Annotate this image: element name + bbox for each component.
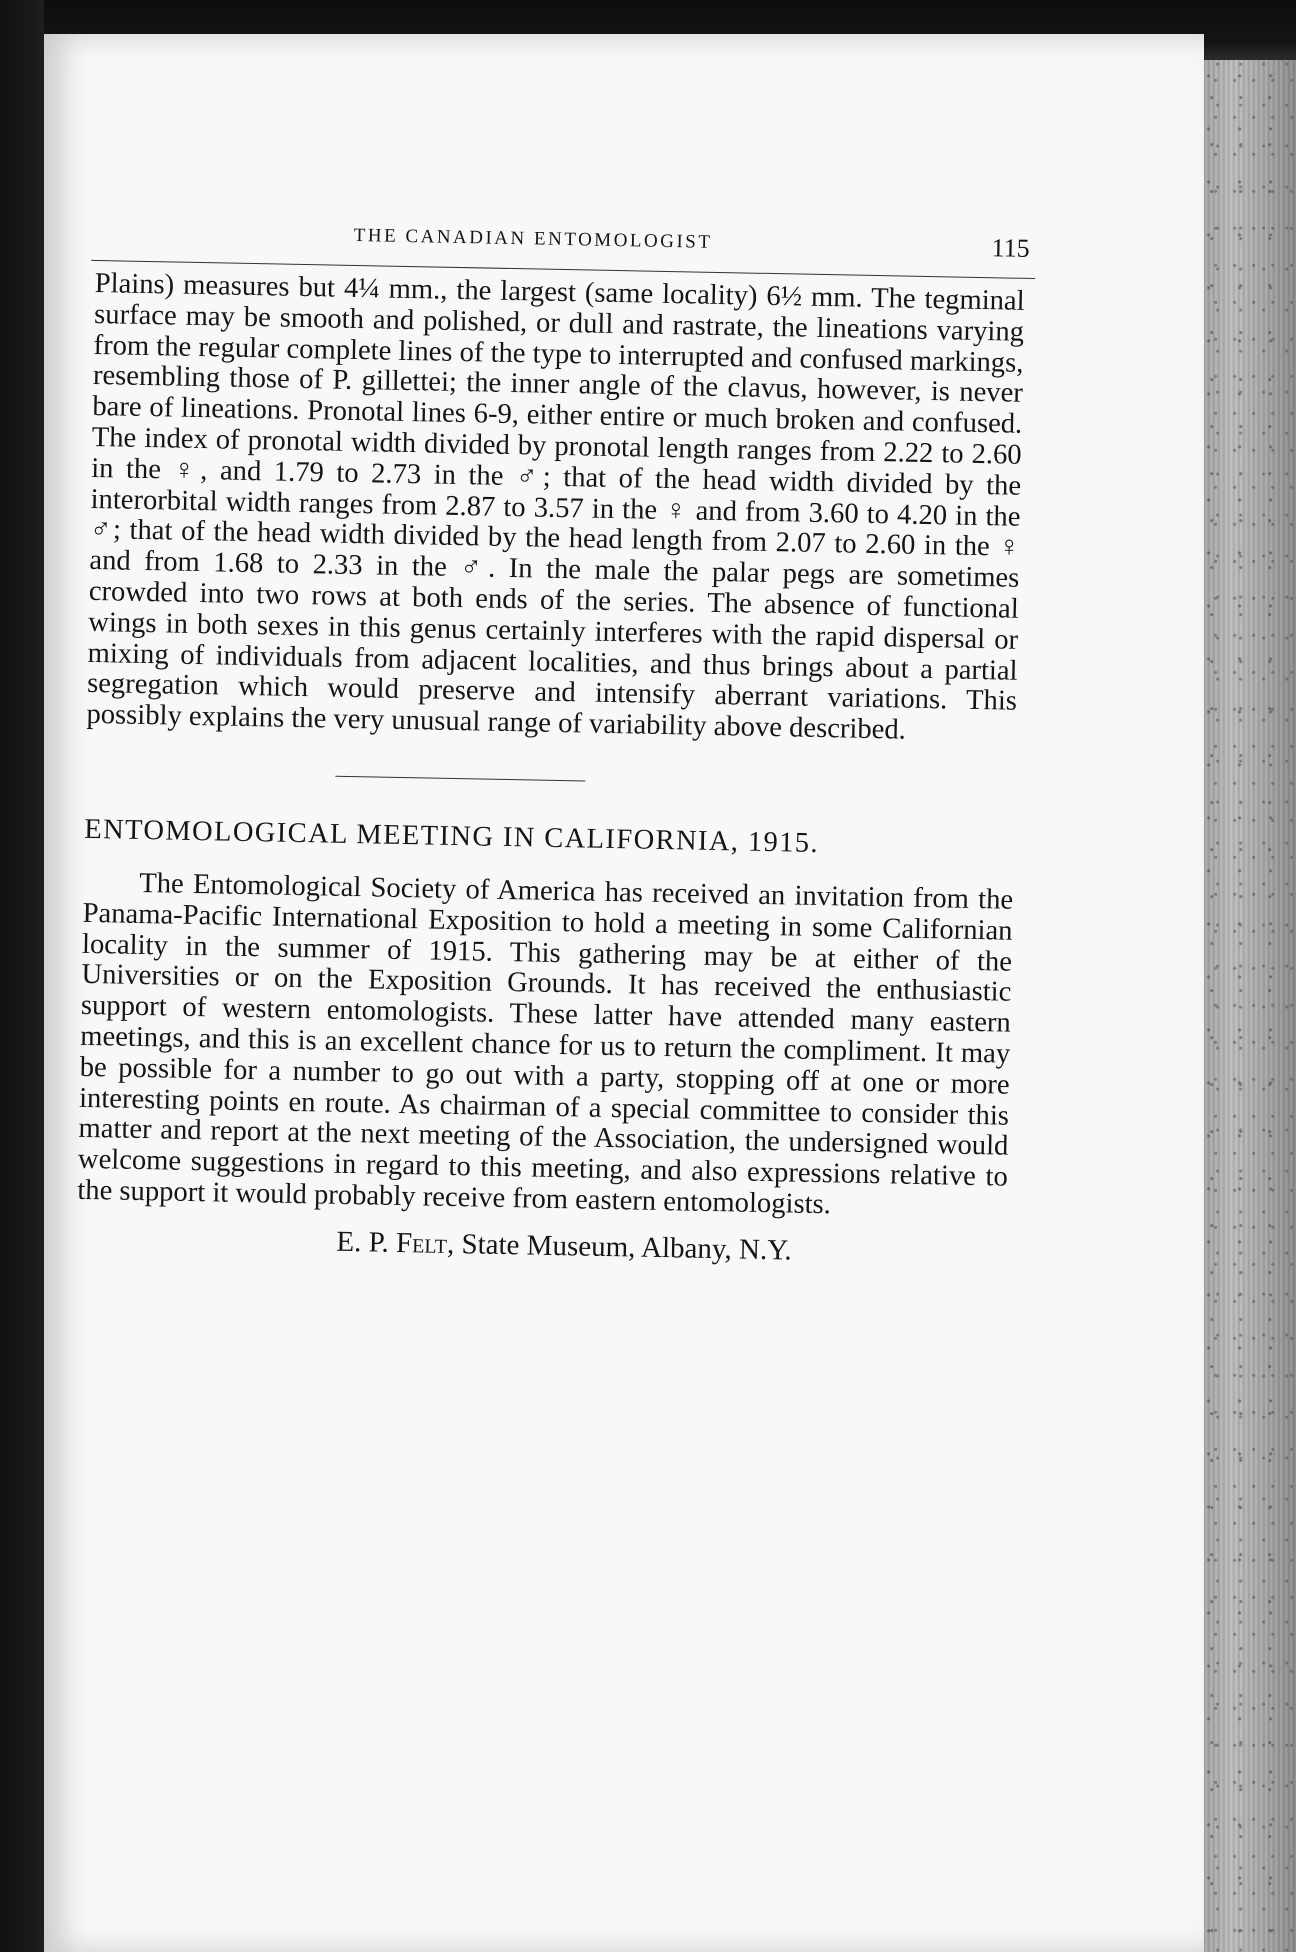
signature-name: Felt — [395, 1226, 448, 1260]
notice-paragraph: The Entomological Society of America has received an invitation from the Panama-Pacific International Exposition to hold a meeting in some Californian locality in the summer of 1915. This gathering may be at either of the Universities or on the Exposition Grounds. It has received the enthusiastic support of western entomologists. These latter have attended many eastern meetings, and this is an excellent chance for us to return the compliment. It may be possible for a number to go out with a party, stopping off at one or more interesting points en route. As chairman of a special committee to consider this matter and report at the next meeting of the Association, the undersigned would welcome suggestions in regard to this meeting, and also expressions relative to the support it would probably receive from eastern entomologists. — [77, 867, 1014, 1221]
signature-affiliation: , State Museum, Albany, N.Y. — [446, 1227, 793, 1267]
page-content — [76, 220, 1030, 1271]
signature-initials: E. P. — [336, 1225, 390, 1259]
section-title: ENTOMOLOGICAL MEETING IN CALIFORNIA, 1915. — [84, 813, 820, 859]
book-page-edges — [1190, 60, 1296, 1952]
section-divider — [335, 776, 585, 782]
running-title: THE CANADIAN ENTOMOLOGIST — [353, 224, 713, 253]
article-continuation-paragraph: Plains) measures but 4¼ mm., the largest (same locality) 6½ mm. The tegminal surface may be smooth and polished, or dull and rastrate, the lineations varying from the regular complete lines of the type to interrupted and confused markings, resembling those of P. gillettei; the inner angle of the clavus, however, is never bare of lineations. Pronotal lines 6-9, either entire or much broken and confused. The index of pronotal width divided by pronotal length ranges from 2.22 to 2.60 in the ♀, and 1.79 to 2.73 in the ♂; that of the head width divided by the interorbital width ranges from 2.87 to 3.57 in the ♀ and from 3.60 to 4.20 in the ♂; that of the head width divided by the head length from 2.07 to 2.60 in the ♀ and from 1.68 to 2.33 in the ♂. In the male the palar pegs are sometimes crowded into two rows at both ends of the series. The absence of functional wings in both sexes in this genus certainly interferes with the rapid dispersal or mixing of individuals from adjacent localities, and thus brings about a partial segregation which would preserve and intensify aberrant variations. This possibly explains the very unusual range of variability above described. — [86, 267, 1025, 746]
page-number: 115 — [991, 233, 1030, 263]
